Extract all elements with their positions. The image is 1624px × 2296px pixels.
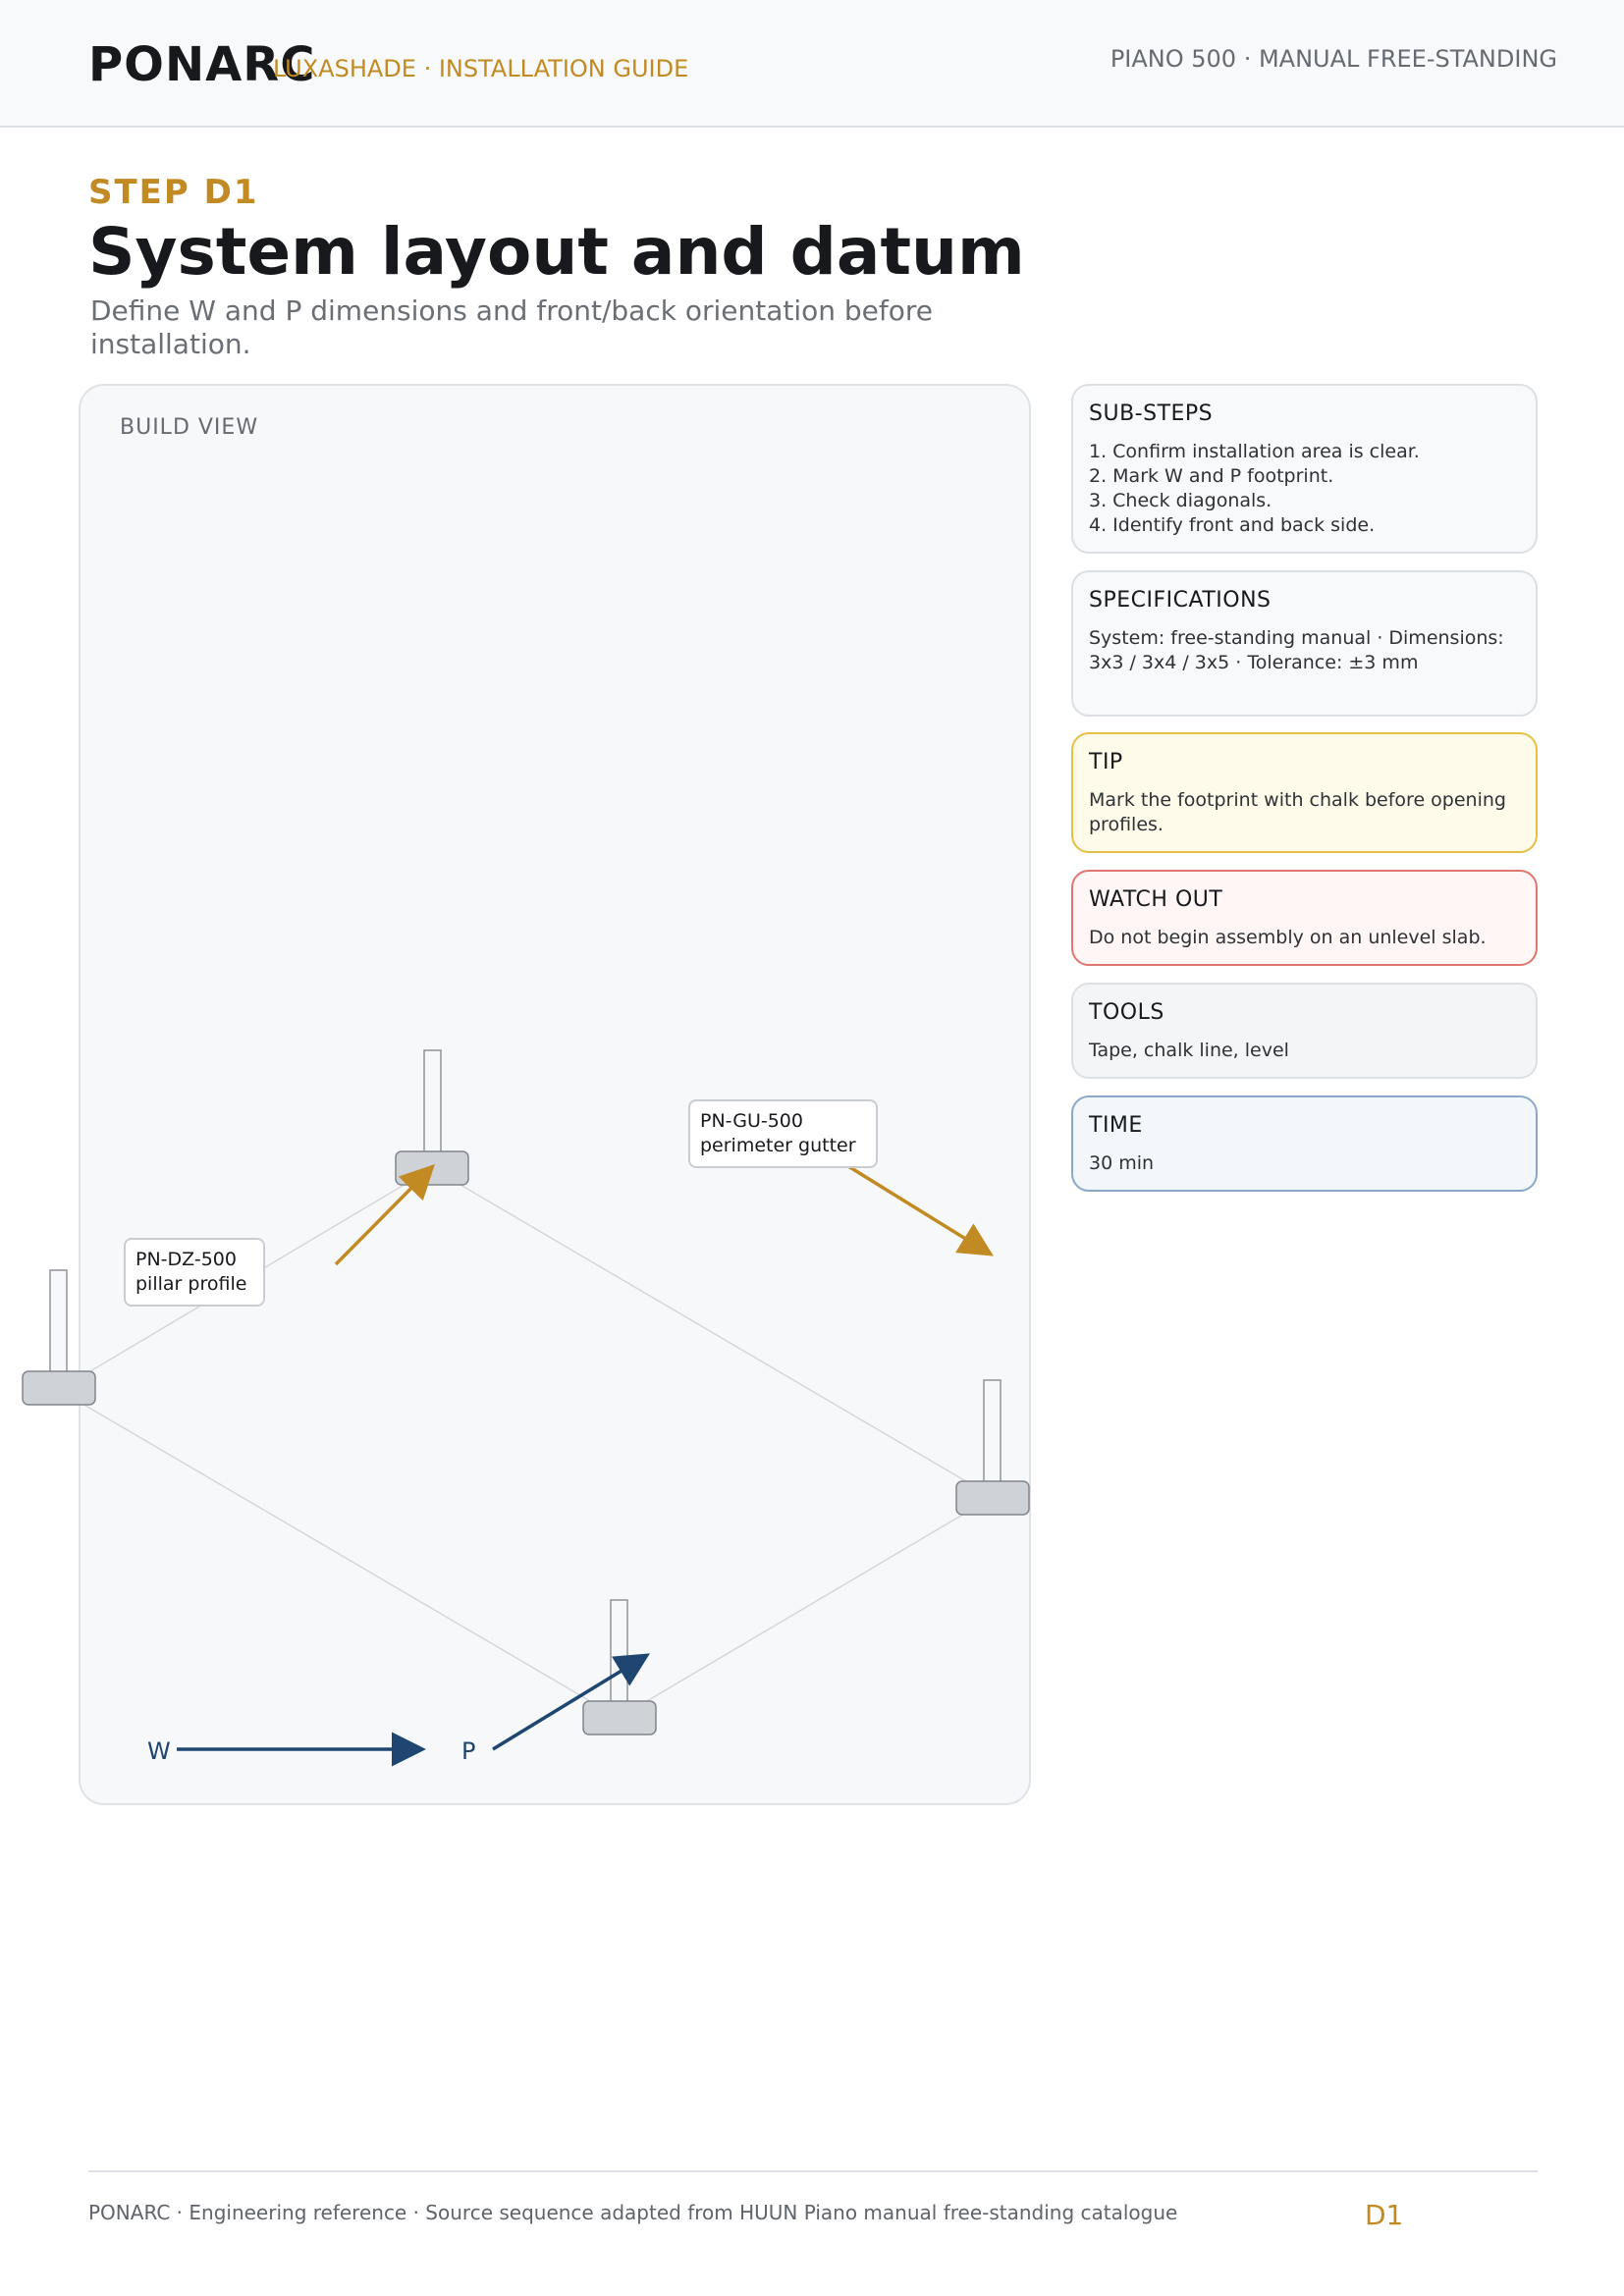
substep-item: 2. Mark W and P footprint. (1089, 465, 1334, 487)
step-label: STEP D1 (88, 173, 259, 212)
brand-logo: PONARC (88, 37, 316, 92)
gutter-callout-code: PN-GU-500 (700, 1110, 803, 1132)
pillar-back (396, 1050, 468, 1185)
footer-text: PONARC · Engineering reference · Source sequence adapted from HUUN Piano manual free-standing catalogue (88, 2201, 1178, 2224)
gutter-callout-name: perimeter gutter (700, 1135, 856, 1156)
tip-body: Mark the footprint with chalk before opening profiles. (1089, 789, 1506, 835)
pillar-callout-code: PN-DZ-500 (135, 1249, 237, 1270)
watch-out-body: Do not begin assembly on an unlevel slab. (1089, 927, 1487, 948)
w-dimension-label: W (147, 1737, 171, 1765)
pillar-right (956, 1380, 1029, 1515)
time-body: 30 min (1089, 1152, 1155, 1174)
build-view-label: BUILD VIEW (120, 415, 259, 440)
substep-item: 1. Confirm installation area is clear. (1089, 441, 1420, 462)
guide-subtitle: LUXASHADE · INSTALLATION GUIDE (273, 55, 689, 82)
tip-card (1071, 732, 1538, 853)
gutter-callout (688, 1099, 878, 1168)
watch-out-card (1071, 870, 1538, 966)
substeps-list (1089, 440, 1520, 538)
page-title: System layout and datum (88, 214, 1025, 290)
substeps-card (1071, 384, 1538, 554)
pillar-left (23, 1270, 95, 1405)
p-dimension-label: P (461, 1737, 476, 1765)
specifications-card (1071, 570, 1538, 717)
pillar-front (583, 1600, 656, 1735)
substep-item: 3. Check diagonals. (1089, 490, 1272, 511)
tools-card (1071, 983, 1538, 1079)
page-subtitle: Define W and P dimensions and front/back orientation before installation. (90, 294, 934, 360)
footer-divider (88, 2170, 1538, 2172)
pillar-callout-name: pillar profile (135, 1273, 247, 1295)
substeps-title: SUB-STEPS (1089, 401, 1214, 426)
substep-item: 4. Identify front and back side. (1089, 514, 1376, 536)
product-model: PIANO 500 · MANUAL FREE-STANDING (1110, 45, 1557, 73)
tools-title: TOOLS (1089, 1000, 1164, 1025)
watch-out-title: WATCH OUT (1089, 887, 1223, 912)
specifications-body: System: free-standing manual · Dimensions: 3x3 / 3x4 / 3x5 · Tolerance: ±3 mm (1089, 627, 1504, 673)
page-number: D1 (1365, 2199, 1404, 2231)
specifications-title: SPECIFICATIONS (1089, 588, 1272, 613)
time-card (1071, 1095, 1538, 1192)
pillar-callout (124, 1238, 265, 1307)
tip-title: TIP (1089, 750, 1123, 774)
time-title: TIME (1089, 1113, 1143, 1138)
tools-body: Tape, chalk line, level (1089, 1040, 1289, 1061)
